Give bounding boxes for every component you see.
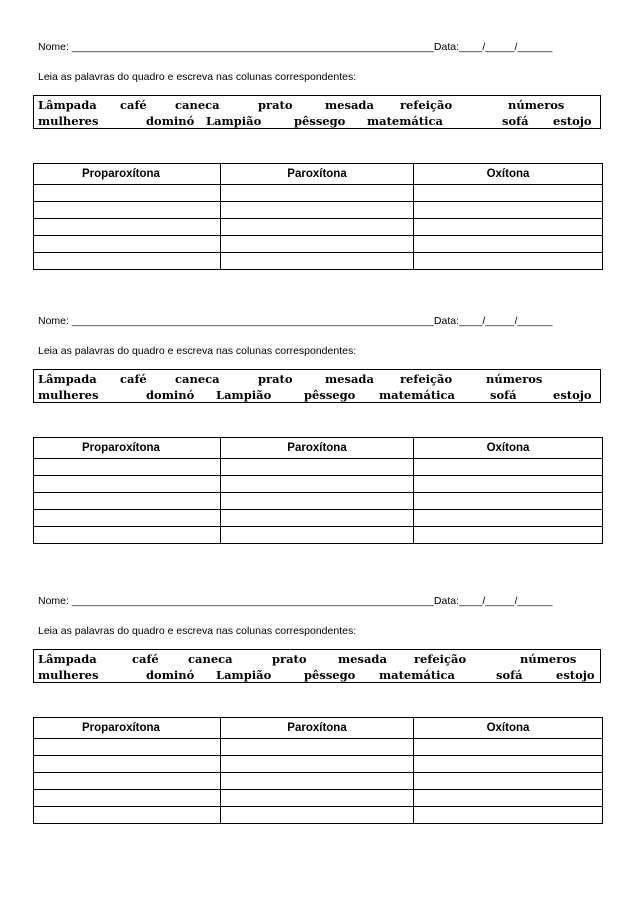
table-row (34, 253, 603, 270)
word: sofá (496, 668, 523, 682)
word: sofá (502, 114, 529, 128)
name-date-line[interactable]: Nome: ______________________________________________________________Data:____/_____/______ (38, 315, 553, 327)
answer-cell[interactable] (221, 739, 414, 756)
word: matemática (367, 114, 444, 128)
table-row (34, 185, 603, 202)
word-box (33, 95, 601, 129)
answer-cell[interactable] (221, 185, 414, 202)
word: prato (272, 652, 307, 666)
answer-cell[interactable] (34, 527, 221, 544)
column-header-paroxitona: Paroxítona (221, 718, 414, 739)
table-row (34, 476, 603, 493)
worksheet-section-1 (0, 41, 638, 321)
word: mesada (325, 98, 374, 112)
answer-cell[interactable] (414, 739, 603, 756)
column-header-oxitona: Oxítona (414, 164, 603, 185)
word: dominó (146, 388, 195, 402)
word: mulheres (38, 668, 99, 682)
table-row (34, 790, 603, 807)
word: matemática (379, 668, 456, 682)
answer-cell[interactable] (221, 790, 414, 807)
table-row (34, 527, 603, 544)
answer-cell[interactable] (34, 790, 221, 807)
classification-table (33, 163, 603, 270)
answer-cell[interactable] (34, 493, 221, 510)
word: prato (258, 372, 293, 386)
column-header-proparoxitona: Proparoxítona (34, 164, 221, 185)
column-header-oxitona: Oxítona (414, 718, 603, 739)
answer-cell[interactable] (34, 739, 221, 756)
answer-cell[interactable] (34, 219, 221, 236)
word: dominó (146, 114, 195, 128)
answer-cell[interactable] (221, 756, 414, 773)
answer-cell[interactable] (414, 773, 603, 790)
word: café (120, 372, 147, 386)
column-header-paroxitona: Paroxítona (221, 164, 414, 185)
answer-cell[interactable] (221, 527, 414, 544)
word: estojo (553, 388, 592, 402)
worksheet-section-2 (0, 315, 638, 595)
word: caneca (188, 652, 233, 666)
word: caneca (175, 372, 220, 386)
answer-cell[interactable] (414, 202, 603, 219)
answer-cell[interactable] (34, 510, 221, 527)
answer-cell[interactable] (414, 756, 603, 773)
answer-cell[interactable] (34, 253, 221, 270)
classification-table (33, 717, 603, 824)
answer-cell[interactable] (414, 790, 603, 807)
instruction-text: Leia as palavras do quadro e escreva nas colunas correspondentes: (38, 625, 357, 637)
answer-cell[interactable] (414, 493, 603, 510)
answer-cell[interactable] (414, 807, 603, 824)
table-row (34, 219, 603, 236)
word: pêssego (304, 388, 356, 402)
table-row (34, 756, 603, 773)
word: estojo (553, 114, 592, 128)
table-row (34, 459, 603, 476)
answer-cell[interactable] (414, 459, 603, 476)
answer-cell[interactable] (221, 219, 414, 236)
word: mulheres (38, 388, 99, 402)
word: refeição (400, 98, 453, 112)
word: Lampião (216, 388, 272, 402)
table-row (34, 510, 603, 527)
word-box (33, 649, 601, 683)
answer-cell[interactable] (414, 236, 603, 253)
answer-cell[interactable] (221, 459, 414, 476)
answer-cell[interactable] (414, 185, 603, 202)
word: pêssego (294, 114, 346, 128)
table-row (34, 739, 603, 756)
word: mesada (325, 372, 374, 386)
word-box (33, 369, 601, 403)
answer-cell[interactable] (221, 236, 414, 253)
answer-cell[interactable] (34, 202, 221, 219)
column-header-proparoxitona: Proparoxítona (34, 438, 221, 459)
column-header-proparoxitona: Proparoxítona (34, 718, 221, 739)
answer-cell[interactable] (221, 476, 414, 493)
word: café (120, 98, 147, 112)
word: café (132, 652, 159, 666)
name-date-line[interactable]: Nome: ______________________________________________________________Data:____/_____/______ (38, 595, 553, 607)
word: prato (258, 98, 293, 112)
word: refeição (400, 372, 453, 386)
answer-cell[interactable] (221, 773, 414, 790)
word: refeição (414, 652, 467, 666)
word: dominó (146, 668, 195, 682)
answer-cell[interactable] (34, 773, 221, 790)
answer-cell[interactable] (221, 253, 414, 270)
word: Lâmpada (38, 652, 97, 666)
word: Lâmpada (38, 98, 97, 112)
column-header-oxitona: Oxítona (414, 438, 603, 459)
name-date-line[interactable]: Nome: ______________________________________________________________Data:____/_____/______ (38, 41, 553, 53)
answer-cell[interactable] (414, 527, 603, 544)
answer-cell[interactable] (221, 807, 414, 824)
worksheet-section-3 (0, 595, 638, 875)
column-header-paroxitona: Paroxítona (221, 438, 414, 459)
word: estojo (556, 668, 595, 682)
word: Lampião (206, 114, 262, 128)
answer-cell[interactable] (34, 756, 221, 773)
word: pêssego (304, 668, 356, 682)
answer-cell[interactable] (34, 459, 221, 476)
word: números (508, 98, 565, 112)
word: matemática (379, 388, 456, 402)
word: sofá (490, 388, 517, 402)
instruction-text: Leia as palavras do quadro e escreva nas colunas correspondentes: (38, 71, 357, 83)
answer-cell[interactable] (221, 202, 414, 219)
answer-cell[interactable] (414, 476, 603, 493)
answer-cell[interactable] (414, 253, 603, 270)
table-row (34, 493, 603, 510)
word: mesada (338, 652, 387, 666)
answer-cell[interactable] (414, 219, 603, 236)
answer-cell[interactable] (414, 510, 603, 527)
word: números (486, 372, 543, 386)
word: Lâmpada (38, 372, 97, 386)
word: caneca (175, 98, 220, 112)
answer-cell[interactable] (34, 807, 221, 824)
answer-cell[interactable] (34, 476, 221, 493)
word: números (520, 652, 577, 666)
table-row (34, 202, 603, 219)
word: Lampião (216, 668, 272, 682)
instruction-text: Leia as palavras do quadro e escreva nas colunas correspondentes: (38, 345, 357, 357)
table-row (34, 773, 603, 790)
table-row (34, 236, 603, 253)
classification-table (33, 437, 603, 544)
answer-cell[interactable] (34, 236, 221, 253)
table-row (34, 807, 603, 824)
answer-cell[interactable] (221, 510, 414, 527)
answer-cell[interactable] (221, 493, 414, 510)
answer-cell[interactable] (34, 185, 221, 202)
word: mulheres (38, 114, 99, 128)
